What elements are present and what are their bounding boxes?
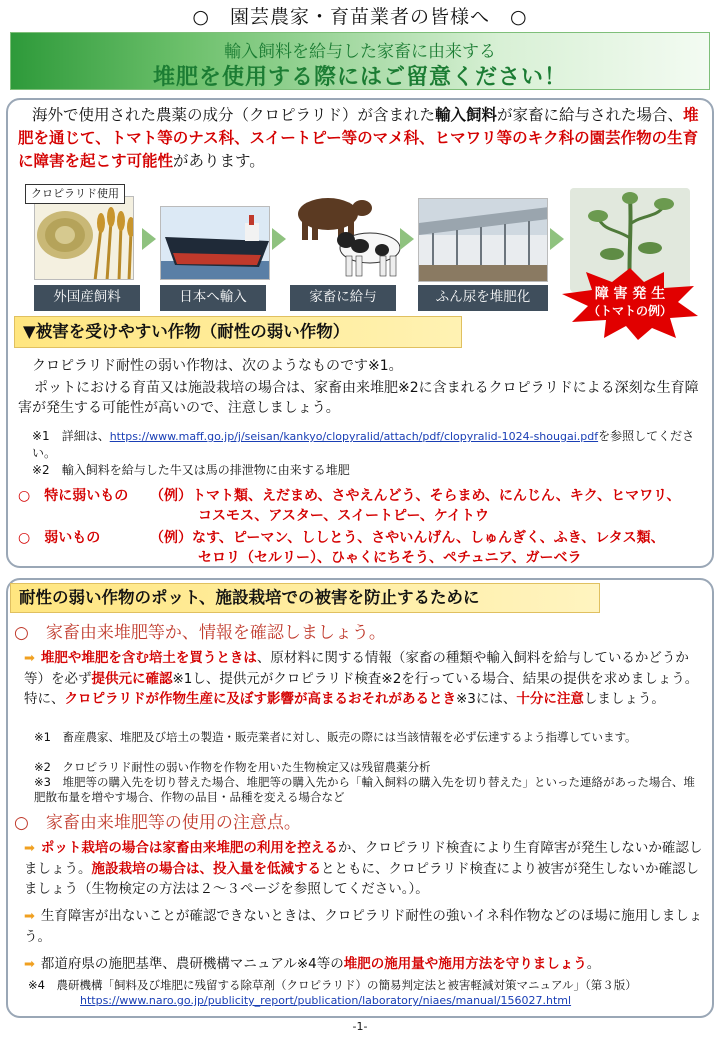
- footnote-1-link[interactable]: https://www.maff.go.jp/j/seisan/kankyo/clopyralid/attach/pdf/clopyralid-1024-shougai.pdf: [109, 430, 599, 443]
- b1-text-2: ※1し、提供元がクロピラリド検査※2を行っている場合、結果の提供を求めましょう。特に、: [24, 671, 699, 707]
- flow-arrow-icon: [272, 228, 286, 250]
- very-weak-list: （例）トマト類、えだまめ、さやえんどう、そらまめ、にんじん、キク、ヒマワリ、: [150, 488, 681, 504]
- b2-red-1: ポット栽培の場合は家畜由来堆肥の利用を控える: [40, 840, 338, 856]
- weak-crops: [18, 528, 708, 568]
- page-title: ○ 園芸農家・育苗業者の皆様へ ○: [192, 6, 528, 28]
- arrow-right-icon: ➡: [24, 651, 35, 666]
- b1-text-1: 、原材料に関する情報（家畜の種類や輸入飼料を給与しているかどうか等）を必ず: [24, 650, 689, 687]
- prevention-heading-2: ○ 家畜由来堆肥等の使用の注意点。: [14, 813, 301, 833]
- intro-paragraph: [18, 104, 708, 173]
- very-weak-crops: [18, 486, 708, 526]
- weak-crops-warning: ポットにおける育苗又は施設栽培の場合は、家畜由来堆肥※2に含まれるクロピラリドによる深刻な生育障害が発生する可能性が高いので、注意しましょう。: [18, 380, 699, 416]
- b1-red-1: 堆肥や堆肥を含む培土を買うときは: [40, 650, 257, 666]
- footnote-1: [32, 428, 702, 461]
- banner-title: 堆肥を使用する際にはご留意ください！: [152, 65, 567, 90]
- clopyralid-tag: クロピラリド使用: [25, 184, 125, 204]
- intro-text-2: が家畜に給与された場合、: [497, 106, 684, 124]
- arrow-right-icon: ➡: [24, 909, 35, 924]
- b1-text-4: しましょう。: [583, 691, 665, 707]
- flow-step-feeding: 家畜に給与: [290, 285, 396, 311]
- ship-image: [160, 206, 270, 280]
- very-weak-label: ○ 特に弱いもの: [18, 488, 129, 504]
- b2-text-1: か、クロピラリド検査により生育障害が発生しないか確認しましょう。: [24, 840, 703, 877]
- flow-arrow-icon: [400, 228, 414, 250]
- bullet-standards: [24, 954, 704, 975]
- weak-list: （例）なす、ピーマン、ししとう、さやいんげん、しゅんぎく、ふき、レタス類、: [150, 530, 665, 546]
- bullet-grass-crops: [24, 906, 704, 947]
- prevention-note-2: ※2 クロピラリド耐性の弱い作物を作物を用いた生物検定又は残留農薬分析: [34, 760, 431, 774]
- b1-red-4: 十分に注意: [516, 691, 584, 707]
- prevention-note-1: ※1 畜産農家、堆肥及び培土の製造・販売業者に対し、販売の際には当該情報を必ず伝達するよう指導しています。: [34, 730, 637, 744]
- cattle-image: [290, 188, 410, 282]
- arrow-right-icon: ➡: [24, 957, 35, 972]
- damage-label: 障 害 発 生: [594, 286, 666, 302]
- bullet-pot-cultivation: [24, 838, 704, 899]
- b3-text: 生育障害が出ないことが確認できないときは、クロピラリド耐性の強いイネ科作物などのほ場に施用しましょう。: [24, 908, 703, 945]
- b4-red: 堆肥の施用量や施用方法を守りましょう: [343, 956, 587, 972]
- footnote-4-link[interactable]: [80, 994, 700, 1008]
- b1-text-3: ※3には、: [456, 691, 517, 707]
- weak-crops-intro: クロピラリド耐性の弱い作物は、次のようなものです※1。: [32, 358, 403, 374]
- section-heading-weak-crops: ▼被害を受けやすい作物（耐性の弱い作物）: [14, 316, 462, 348]
- manual-url-link[interactable]: https://www.naro.go.jp/publicity_report/publication/laboratory/niaes/manual/156027.html: [80, 994, 572, 1007]
- footnote-2: ※2 輸入飼料を給与した牛又は馬の排泄物に由来する堆肥: [32, 463, 350, 477]
- b1-red-2: 提供元に確認: [91, 671, 173, 687]
- b1-red-3: クロピラリドが作物生産に及ぼす影響が高まるおそれがあるとき: [64, 691, 456, 707]
- footnote-1-tail: を参照してください。: [32, 429, 695, 460]
- flow-step-import: 日本へ輸入: [160, 285, 266, 311]
- intro-text: 海外で使用された農薬の成分（クロピラリド）が含まれた: [32, 106, 436, 124]
- prevention-note-3: ※3 堆肥等の購入先を切り替えた場合、堆肥等の購入先から「輸入飼料の購入先を切り替えた」といった連絡があった場合、堆肥散布量を増やす場合、作物の品目・品種を変える場合など: [34, 775, 695, 804]
- intro-warning: 堆肥を通じて、トマト等のナス科、スイートピー等のマメ科、ヒマワリ等のキク科の園芸作物の生育に障害を起こす可能性: [18, 106, 699, 170]
- banner-subtitle: 輸入飼料を給与した家畜に由来する: [224, 42, 496, 62]
- weak-label: ○ 弱いもの: [18, 530, 101, 546]
- compost-barn-image: [418, 198, 548, 282]
- page-number: -1-: [352, 1020, 368, 1033]
- flow-arrow-icon: [550, 228, 564, 250]
- arrow-right-icon: ➡: [24, 841, 35, 856]
- flow-step-feed: 外国産飼料: [34, 285, 140, 311]
- b2-text-2: とともに、クロピラリド検査により被害が発生しないか確認しましょう（生物検定の方法は２～３ページを参照してください。）。: [24, 861, 699, 897]
- intro-feed: 輸入飼料: [435, 106, 498, 124]
- prevention-heading-1: ○ 家畜由来堆肥等か、情報を確認しましょう。: [14, 623, 386, 643]
- b4-text-1: 都道府県の施肥基準、農研機構マニュアル※4等の: [40, 956, 344, 972]
- feed-image: [34, 196, 134, 280]
- section-heading-prevention: 耐性の弱い作物のポット、施設栽培での被害を防止するために: [10, 583, 600, 613]
- title-banner: [10, 32, 710, 90]
- footnote-1-label: ※1 詳細は、: [32, 429, 110, 443]
- flow-arrow-icon: [142, 228, 156, 250]
- very-weak-list-2: コスモス、アスター、スイートピー、ケイトウ: [198, 508, 489, 524]
- bullet-buy-compost: [24, 648, 704, 709]
- intro-text-3: があります。: [173, 152, 265, 170]
- damage-sublabel: （トマトの例）: [587, 304, 672, 318]
- footnote-4: ※4 農研機構「飼料及び堆肥に残留する除草剤（クロピラリド）の簡易判定法と被害軽減対策マニュアル」（第３版）: [28, 978, 637, 992]
- flow-step-compost: ふん尿を堆肥化: [418, 285, 548, 311]
- b2-red-2: 施設栽培の場合は、投入量を低減する: [91, 861, 321, 877]
- b4-text-2: 。: [586, 956, 601, 972]
- weak-list-2: セロリ（セルリー）、ひゃくにちそう、ペチュニア、ガーベラ: [198, 550, 582, 566]
